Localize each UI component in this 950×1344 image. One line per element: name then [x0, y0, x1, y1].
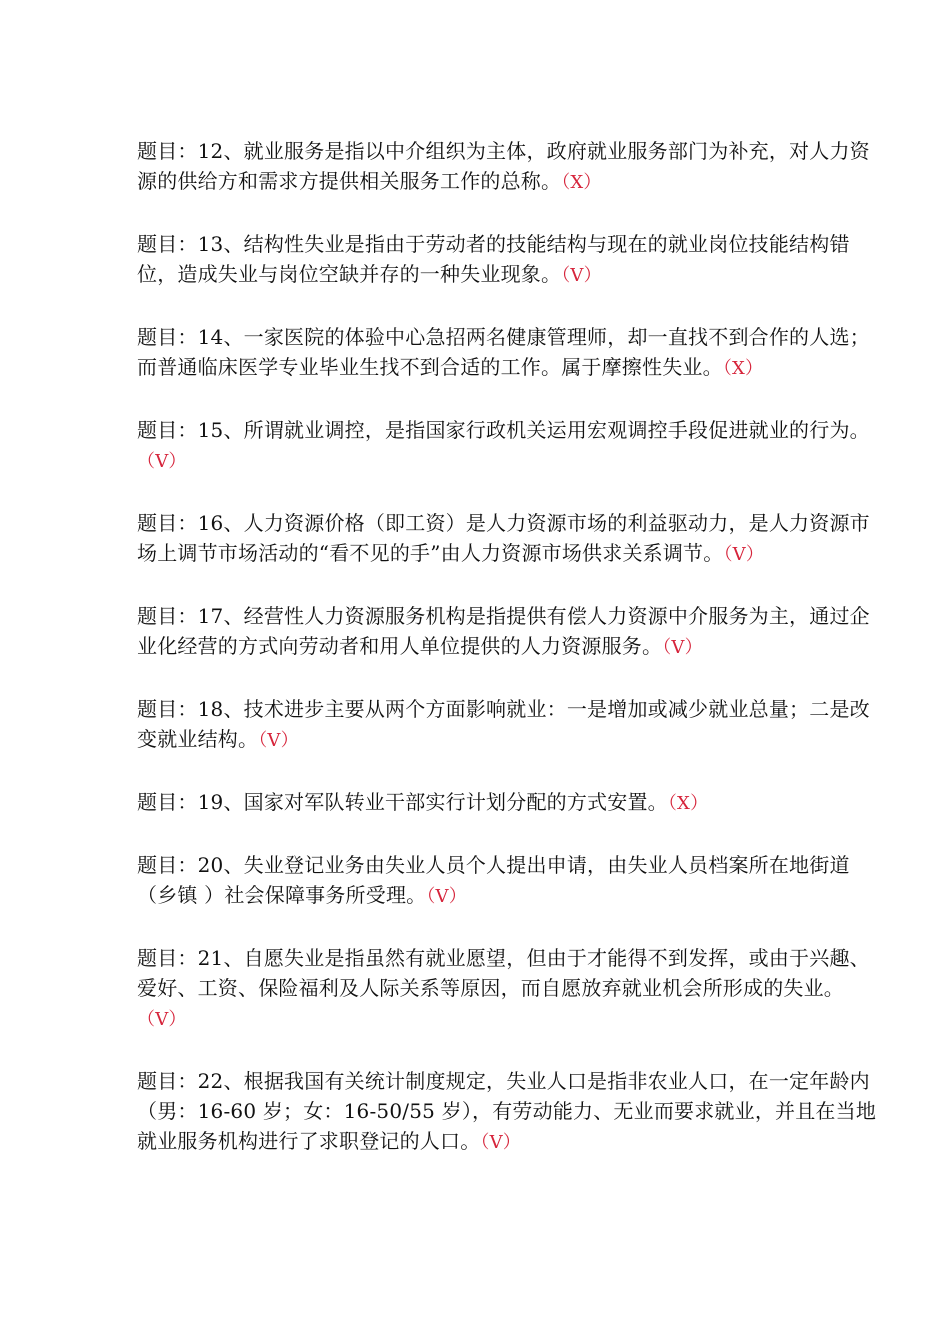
answer-mark: （V） — [662, 637, 703, 658]
question-item-15 — [137, 415, 877, 477]
question-text: 题目：20、失业登记业务由失业人员个人提出申请，由失业人员档案所在地街道（乡镇 ）社会保障事务所受理。 — [137, 853, 850, 907]
answer-mark: （V） — [137, 451, 187, 472]
question-text: 题目：19、国家对军队转业干部实行计划分配的方式安置。 — [137, 790, 668, 814]
question-text: 题目：22、根据我国有关统计制度规定，失业人口是指非农业人口，在一定年龄内（男：16-60 岁；女：16-50/55 岁），有劳动能力、无业而要求就业，并且在当地就业服务机构进行了求职登记的人口。 — [137, 1069, 877, 1153]
answer-mark: （V） — [561, 265, 602, 286]
question-item-16 — [137, 508, 877, 570]
answer-mark: （X） — [561, 172, 602, 193]
question-text: 题目：18、技术进步主要从两个方面影响就业：一是增加或减少就业总量；二是改变就业结构。 — [137, 697, 870, 751]
question-text: 题目：16、人力资源价格（即工资）是人力资源市场的利益驱动力，是人力资源市场上调节市场活动的“看不见的手”由人力资源市场供求关系调节。 — [137, 511, 870, 565]
question-list — [137, 136, 877, 1189]
answer-mark: （V） — [723, 544, 765, 565]
question-item-22 — [137, 1066, 877, 1158]
question-item-21 — [137, 943, 877, 1035]
question-item-17 — [137, 601, 877, 663]
question-item-18 — [137, 694, 877, 756]
question-item-20 — [137, 850, 877, 912]
answer-mark: （V） — [480, 1132, 522, 1153]
answer-mark: （X） — [667, 793, 709, 814]
answer-mark: （X） — [722, 358, 764, 379]
answer-mark: （V） — [258, 730, 299, 751]
answer-mark: （V） — [426, 886, 467, 907]
question-text: 题目：14、一家医院的体验中心急招两名健康管理师，却一直找不到合作的人选；而普通临床医学专业毕业生找不到合适的工作。属于摩擦性失业。 — [137, 325, 870, 379]
question-item-14 — [137, 322, 877, 384]
question-text: 题目：12、就业服务是指以中介组织为主体，政府就业服务部门为补充，对人力资源的供给方和需求方提供相关服务工作的总称。 — [137, 139, 870, 193]
question-item-12 — [137, 136, 877, 198]
question-text: 题目：21、自愿失业是指虽然有就业愿望，但由于才能得不到发挥，或由于兴趣、爱好、工资、保险福利及人际关系等原因，而自愿放弃就业机会所形成的失业。 — [137, 946, 870, 1000]
answer-mark: （V） — [137, 1009, 187, 1030]
question-text: 题目：17、经营性人力资源服务机构是指提供有偿人力资源中介服务为主，通过企业化经营的方式向劳动者和用人单位提供的人力资源服务。 — [137, 604, 870, 658]
question-item-13 — [137, 229, 877, 291]
question-text: 题目：15、所谓就业调控，是指国家行政机关运用宏观调控手段促进就业的行为。 — [137, 418, 870, 442]
question-item-19 — [137, 787, 877, 819]
question-text: 题目：13、结构性失业是指由于劳动者的技能结构与现在的就业岗位技能结构错位，造成失业与岗位空缺并存的一种失业现象。 — [137, 232, 850, 286]
